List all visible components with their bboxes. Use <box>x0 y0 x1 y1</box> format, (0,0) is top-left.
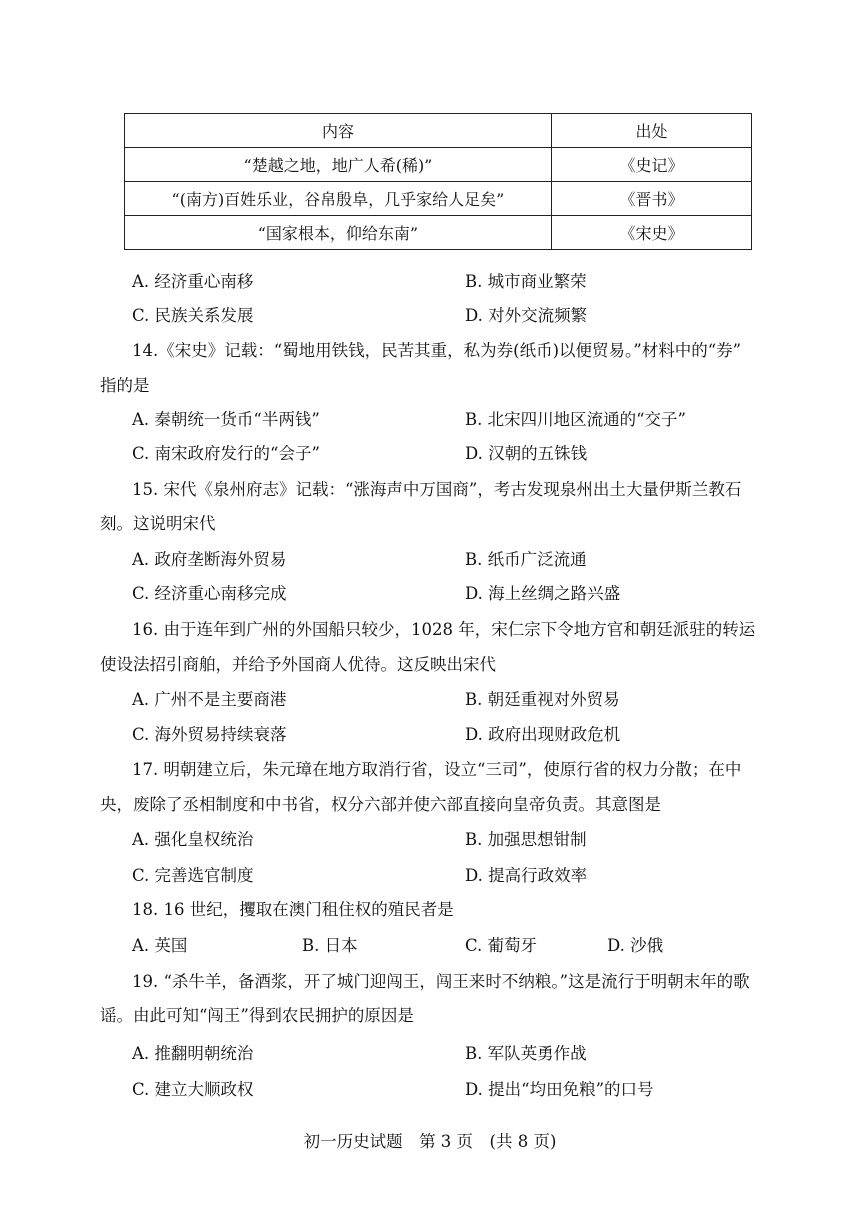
q17-stem-line1: 17. 明朝建立后，朱元璋在地方取消行省，设立“三司”，使原行省的权力分散；在中 <box>132 760 742 779</box>
q16-option-c: C. 海外贸易持续衰落 <box>132 725 287 744</box>
q17-option-d: D. 提高行政效率 <box>465 866 588 885</box>
q18-option-d: D. 沙俄 <box>607 936 664 955</box>
table-row <box>125 216 752 250</box>
q15-option-b: B. 纸币广泛流通 <box>465 550 587 569</box>
q18-option-a: A. 英国 <box>132 936 188 955</box>
q14-stem-line2: 指的是 <box>100 376 150 395</box>
q13-option-d: D. 对外交流频繁 <box>465 306 588 325</box>
q16-stem-line1: 16. 由于连年到广州的外国船只较少，1028 年，宋仁宗下令地方官和朝廷派驻的转运 <box>132 620 756 639</box>
q13-option-b: B. 城市商业繁荣 <box>465 272 587 291</box>
table-cell-content: “(南方)百姓乐业，谷帛殷阜，几乎家给人足矣” <box>125 182 552 216</box>
q16-option-a: A. 广州不是主要商港 <box>132 690 287 709</box>
page-footer: 初一历史试题 第 3 页 (共 8 页) <box>303 1132 557 1151</box>
q14-stem-line1: 14.《宋史》记载：“蜀地用铁钱，民苦其重，私为券(纸币)以便贸易。”材料中的“券” <box>132 341 742 360</box>
table-cell-content: “国家根本，仰给东南” <box>125 216 552 250</box>
q17-option-a: A. 强化皇权统治 <box>132 830 254 849</box>
q18-option-c: C. 葡萄牙 <box>465 936 538 955</box>
q15-option-c: C. 经济重心南移完成 <box>132 584 287 603</box>
q19-option-c: C. 建立大顺政权 <box>132 1080 254 1099</box>
q19-option-b: B. 军队英勇作战 <box>465 1044 587 1063</box>
table-cell-content: “楚越之地，地广人希(稀)” <box>125 148 552 182</box>
q14-option-a: A. 秦朝统一货币“半两钱” <box>132 410 320 429</box>
q16-stem-line2: 使设法招引商舶，并给予外国商人优待。这反映出宋代 <box>100 655 496 674</box>
q18-option-b: B. 日本 <box>302 936 358 955</box>
source-table <box>124 113 752 250</box>
table-cell-source: 《宋史》 <box>551 216 751 250</box>
q15-option-d: D. 海上丝绸之路兴盛 <box>465 584 621 603</box>
q15-option-a: A. 政府垄断海外贸易 <box>132 550 287 569</box>
table-header-source: 出处 <box>551 114 751 148</box>
q15-stem-line2: 刻。这说明宋代 <box>100 514 216 533</box>
q18-stem-line1: 18. 16 世纪，攫取在澳门租住权的殖民者是 <box>132 900 454 919</box>
q16-option-d: D. 政府出现财政危机 <box>465 725 621 744</box>
q17-stem-line2: 央，废除了丞相制度和中书省，权分六部并使六部直接向皇帝负责。其意图是 <box>100 795 661 814</box>
q14-option-b: B. 北宋四川地区流通的“交子” <box>465 410 686 429</box>
q13-option-a: A. 经济重心南移 <box>132 272 254 291</box>
q19-stem-line2: 谣。由此可知“闯王”得到农民拥护的原因是 <box>100 1006 414 1025</box>
table-row <box>125 148 752 182</box>
q19-option-d: D. 提出“均田免粮”的口号 <box>465 1080 654 1099</box>
table-header-content: 内容 <box>125 114 552 148</box>
q17-option-c: C. 完善选官制度 <box>132 866 254 885</box>
table-cell-source: 《史记》 <box>551 148 751 182</box>
table-header-row <box>125 114 752 148</box>
q16-option-b: B. 朝廷重视对外贸易 <box>465 690 620 709</box>
q19-stem-line1: 19. “杀牛羊，备酒浆，开了城门迎闯王，闯王来时不纳粮。”这是流行于明朝末年的歌 <box>132 972 750 991</box>
q14-option-d: D. 汉朝的五铢钱 <box>465 444 588 463</box>
q14-option-c: C. 南宋政府发行的“会子” <box>132 444 320 463</box>
q13-option-c: C. 民族关系发展 <box>132 306 254 325</box>
table-row <box>125 182 752 216</box>
q17-option-b: B. 加强思想钳制 <box>465 830 587 849</box>
table-cell-source: 《晋书》 <box>551 182 751 216</box>
q19-option-a: A. 推翻明朝统治 <box>132 1044 254 1063</box>
q15-stem-line1: 15. 宋代《泉州府志》记载：“涨海声中万国商”，考古发现泉州出土大量伊斯兰教石 <box>132 480 742 499</box>
